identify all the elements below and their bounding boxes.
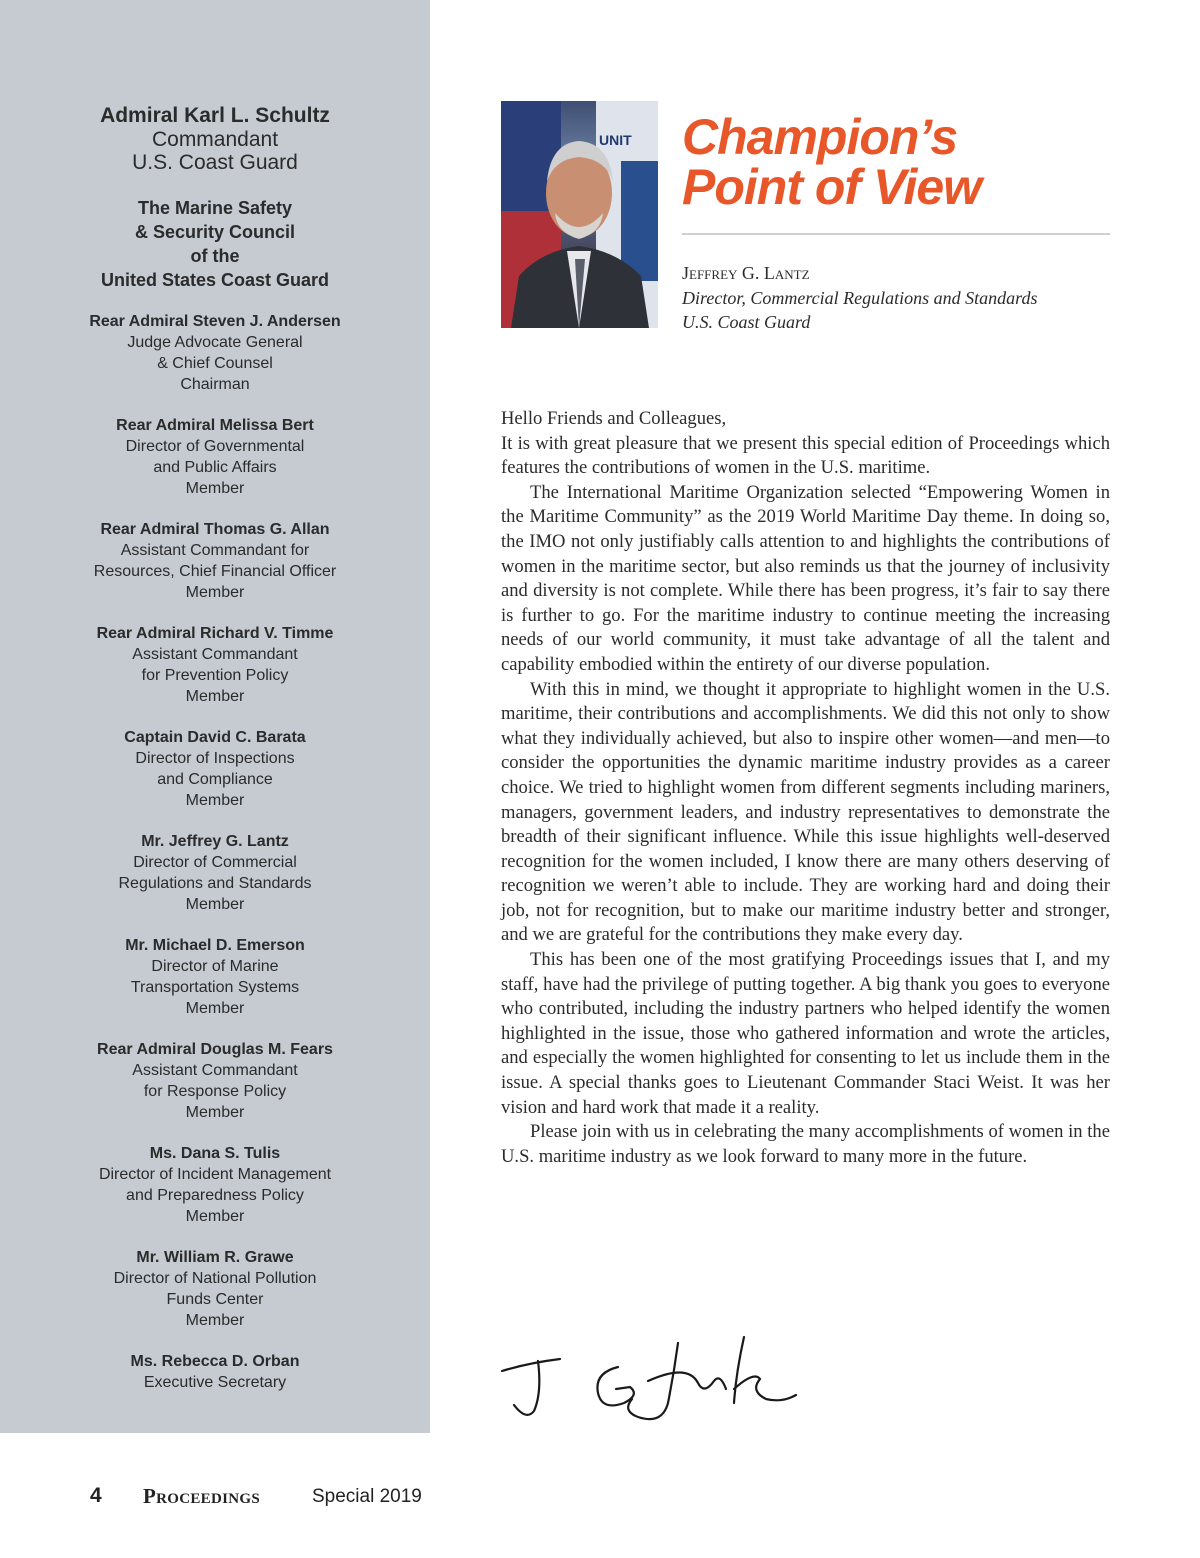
member-name: Ms. Rebecca D. Orban	[130, 1353, 300, 1370]
letter-paragraph: With this in mind, we thought it appropriate to highlight women in the U.S. maritime, their contributions and accomplishments. We did this not only to show what they individually achieved, but also to inspire other women—and men—to consider the opportunities the dynamic maritime industry provides as a career choice. We tried to highlight women from different segments including mariners, managers, government leaders, and industry representatives to demonstrate the breadth of their significant influence. While this issue highlights well-deserved recognition for the women included, I know there are many others deserving of recognition we weren’t able to include. They are working hard and doing their job, not for recognition, but to make our maritime industry better and stronger, and we are grateful for the contributions they make every day.	[501, 678, 1110, 946]
member-role-line: Director of Governmental	[125, 438, 305, 455]
member-name: Rear Admiral Melissa Bert	[116, 417, 314, 434]
member-role-line: Member	[185, 1208, 245, 1225]
letter-paragraph: The International Maritime Organization selected “Empowering Women in the Maritime Community” as the 2019 World Maritime Day theme. In doing so, the IMO not only justifiably calls attention to and highlights the contributions of women in the maritime sector, but also reminds us that the journey of inclusivity and diversity is not complete. While there has been progress, it’s fair to say there is further to go. For the maritime industry to continue meeting the increasing needs of our world community, it must take advantage of all the talent and capability embodied within the entirety of our diverse population.	[501, 481, 1110, 675]
council-line: of the	[190, 246, 240, 266]
member-name: Mr. Michael D. Emerson	[125, 937, 305, 954]
member-name: Captain David C. Barata	[124, 729, 306, 746]
council-member	[0, 1039, 430, 1123]
member-role-line: and Preparedness Policy	[126, 1187, 304, 1204]
letter-paragraph: This has been one of the most gratifying Proceedings issues that I, and my staff, have had the privilege of putting together. A big thank you goes to everyone who contributed, including the industry partners who helped identify the women highlighted in the issue, those who gathered information and wrote the articles, and especially the women highlighted for consenting to let us include them in the issue. A special thanks goes to Lieutenant Commander Staci Weist. It was her vision and hard work that made it a reality.	[501, 949, 1110, 1118]
member-role-line: Judge Advocate General	[127, 334, 303, 351]
author-role: Director, Commercial Regulations and Standards	[682, 288, 1038, 308]
member-name: Mr. William R. Grawe	[136, 1249, 294, 1266]
commandant-title: Commandant	[151, 128, 279, 151]
council-member	[0, 831, 430, 915]
council-member	[0, 415, 430, 499]
member-role-line: Director of Marine	[151, 958, 279, 975]
council-member	[0, 311, 430, 395]
council-line: The Marine Safety	[137, 198, 293, 218]
member-name: Rear Admiral Douglas M. Fears	[97, 1041, 333, 1058]
member-role-line: Director of National Pollution	[113, 1270, 317, 1287]
member-name: Mr. Jeffrey G. Lantz	[141, 833, 289, 850]
commandant-block	[0, 103, 430, 174]
letter-greeting: Hello Friends and Colleagues,	[501, 408, 727, 429]
member-name: Ms. Dana S. Tulis	[149, 1145, 281, 1162]
handwritten-signature	[498, 1333, 798, 1428]
member-name: Rear Admiral Richard V. Timme	[96, 625, 334, 642]
council-member	[0, 1351, 430, 1393]
member-role-line: & Chief Counsel	[157, 355, 273, 372]
member-role-line: and Public Affairs	[153, 459, 277, 476]
council-member	[0, 727, 430, 811]
commandant-name: Admiral Karl L. Schultz	[100, 104, 330, 127]
member-role-line: Assistant Commandant	[132, 646, 298, 663]
member-name: Rear Admiral Thomas G. Allan	[100, 521, 330, 538]
member-role-line: Member	[185, 1000, 245, 1017]
author-name: Jeffrey G. Lantz	[682, 263, 810, 283]
member-role-line: Member	[185, 480, 245, 497]
member-role-line: Resources, Chief Financial Officer	[93, 563, 337, 580]
commandant-org: U.S. Coast Guard	[132, 151, 298, 174]
council-sidebar	[0, 0, 430, 1433]
member-role-line: Assistant Commandant for	[120, 542, 310, 559]
member-role-line: Funds Center	[166, 1291, 264, 1308]
member-role-line: and Compliance	[157, 771, 273, 788]
member-role-line: Executive Secretary	[143, 1374, 287, 1391]
member-role-line: Director of Inspections	[135, 750, 295, 767]
council-member	[0, 623, 430, 707]
portrait-illustration	[501, 101, 658, 328]
title-line-1: Champion’s	[682, 109, 958, 165]
council-member	[0, 519, 430, 603]
author-portrait	[501, 101, 658, 328]
member-role-line: for Response Policy	[143, 1083, 287, 1100]
council-member-list	[0, 311, 430, 1413]
council-line: United States Coast Guard	[100, 270, 330, 290]
flag-text: UNIT	[599, 132, 632, 148]
member-role-line: for Prevention Policy	[141, 667, 289, 684]
member-role-line: Director of Incident Management	[98, 1166, 332, 1183]
member-role-line: Member	[185, 896, 245, 913]
council-line: & Security Council	[134, 222, 296, 242]
member-role-line: Member	[185, 792, 245, 809]
member-role-line: Assistant Commandant	[132, 1062, 298, 1079]
page-title	[682, 109, 1112, 215]
member-role-line: Transportation Systems	[130, 979, 300, 996]
author-org: U.S. Coast Guard	[682, 312, 811, 332]
council-member	[0, 935, 430, 1019]
council-heading	[0, 196, 430, 292]
page-footer	[0, 1484, 1200, 1514]
member-role-line: Chairman	[180, 376, 250, 393]
council-member	[0, 1143, 430, 1227]
letter-paragraph: It is with great pleasure that we present this special edition of Proceedings which features the contributions of women in the U.S. maritime.	[501, 432, 1110, 479]
issue-label: Special 2019	[312, 1486, 422, 1507]
member-role-line: Member	[185, 688, 245, 705]
member-name: Rear Admiral Steven J. Andersen	[89, 313, 341, 330]
council-member	[0, 1247, 430, 1331]
page-number: 4	[90, 1484, 102, 1507]
publication-name: Proceedings	[143, 1484, 260, 1508]
letter-body	[501, 407, 1110, 1169]
member-role-line: Member	[185, 584, 245, 601]
flag-emblem	[621, 161, 658, 281]
title-line-2: Point of View	[682, 159, 982, 215]
member-role-line: Member	[185, 1104, 245, 1121]
member-role-line: Member	[185, 1312, 245, 1329]
letter-paragraph: Please join with us in celebrating the many accomplishments of women in the U.S. maritime industry as we look forward to many more in the future.	[501, 1121, 1110, 1167]
member-role-line: Regulations and Standards	[118, 875, 312, 892]
member-role-line: Director of Commercial	[133, 854, 297, 871]
title-divider	[682, 233, 1110, 235]
